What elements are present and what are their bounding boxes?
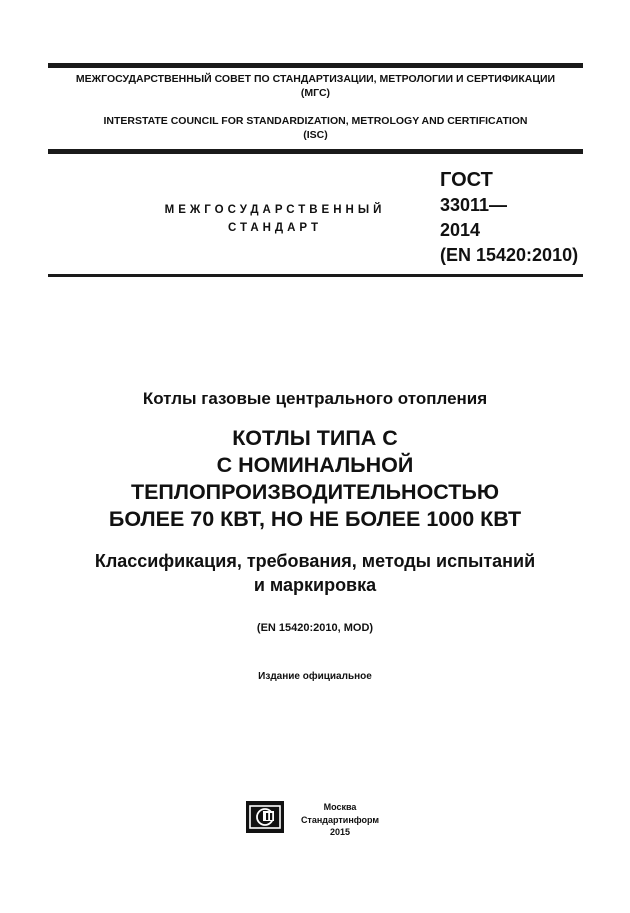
council-en [48, 114, 583, 142]
council-en-name: INTERSTATE COUNCIL FOR STANDARDIZATION, METROLOGY AND CERTIFICATION [103, 115, 528, 127]
gost-en-code: (EN 15420:2010) [440, 245, 579, 265]
document-title [20, 425, 610, 533]
subtitle-line-1: Классификация, требования, методы испытаний [94, 551, 536, 571]
council-en-abbr: (ISC) [303, 129, 328, 141]
standard-label-line2: СТАНДАРТ [228, 222, 322, 234]
council-ru-abbr: (МГС) [300, 87, 331, 99]
header-bottom-rule [48, 149, 583, 154]
subject-heading: Котлы газовые центрального отопления [142, 389, 488, 408]
publisher-city: Москва [323, 802, 357, 812]
standartinform-logo-icon [246, 801, 284, 833]
en-reference: (EN 15420:2010, MOD) [256, 622, 374, 634]
title-line-4: БОЛЕЕ 70 КВТ, НО НЕ БОЛЕЕ 1000 КВТ [108, 507, 522, 531]
title-line-3: ТЕПЛОПРОИЗВОДИТЕЛЬНОСТЬЮ [130, 480, 500, 504]
council-ru [48, 72, 583, 100]
official-edition: Издание официальное [258, 671, 372, 682]
gost-number: 33011— [440, 195, 508, 215]
title-line-2: С НОМИНАЛЬНОЙ [216, 453, 414, 477]
publisher-name: Стандартинформ [300, 814, 380, 825]
publisher-text [290, 801, 390, 839]
subtitle-line-2: и маркировка [253, 575, 377, 595]
publisher-year: 2015 [329, 827, 351, 837]
council-ru-name: МЕЖГОСУДАРСТВЕННЫЙ СОВЕТ ПО СТАНДАРТИЗАЦИИ, МЕТРОЛОГИИ И СЕРТИФИКАЦИИ [75, 73, 556, 85]
gost-designation [440, 168, 578, 268]
title-line-1: КОТЛЫ ТИПА С [232, 426, 398, 450]
standard-label-line1: МЕЖГОСУДАРСТВЕННЫЙ [164, 204, 386, 216]
document-subtitle [20, 549, 610, 597]
gost-label: ГОСТ [440, 169, 493, 191]
standard-block-rule [48, 274, 583, 277]
top-rule [48, 63, 583, 68]
interstate-standard-label [140, 201, 410, 237]
gost-year: 2014 [440, 220, 481, 240]
